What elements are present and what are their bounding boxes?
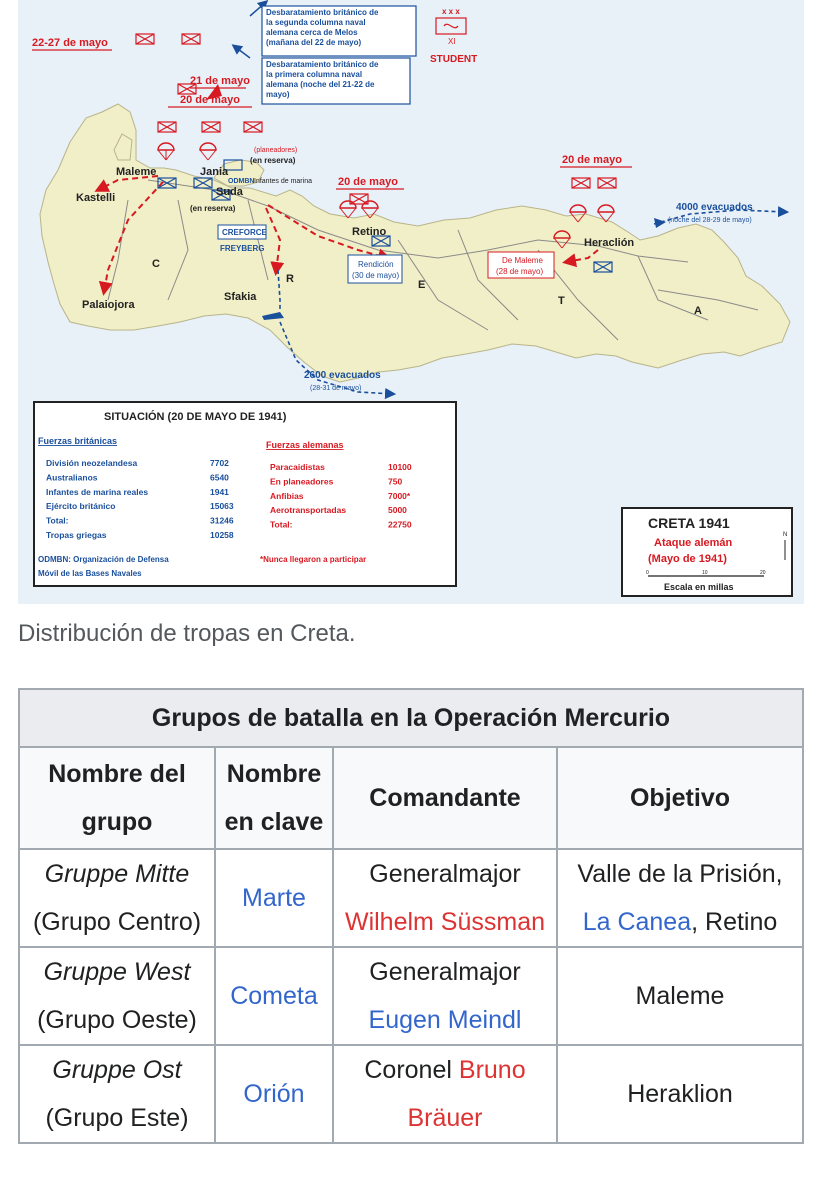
unit-number: XI: [448, 37, 456, 46]
german-force-name: Paracaidistas: [270, 462, 325, 472]
codename-cell: [215, 849, 333, 947]
evac-4000-label: 4000 evacuados: [676, 202, 753, 213]
date-label: 20 de mayo: [562, 154, 622, 166]
legend-subtitle: Ataque alemán: [654, 537, 733, 549]
commander-cell: [333, 947, 557, 1045]
british-force-value: 1941: [210, 486, 229, 497]
objective-text: , Retino: [691, 908, 778, 936]
table-row: [19, 1045, 803, 1143]
group-translation: (Grupo Este): [45, 1104, 189, 1132]
group-cell: [19, 947, 215, 1045]
commander-rank: Coronel: [364, 1056, 452, 1084]
odmbn-label: ODMBN: [228, 178, 255, 185]
german-force-value: 22750: [388, 519, 412, 530]
german-force-name: En planeadores: [270, 476, 334, 487]
naval-info-text-2: Desbaratamiento británico de la primera columna naval alemana (noche del 21-22 de mayo): [266, 60, 379, 99]
planeadores-label: (planeadores): [254, 147, 298, 154]
commander-cell: [333, 1045, 557, 1143]
place-palaiojora: Palaiojora: [82, 299, 135, 311]
group-name: Gruppe Ost: [52, 1056, 182, 1084]
codename-cell: [215, 1045, 333, 1143]
table-row: [19, 849, 803, 947]
naval-arrow-2: [234, 46, 250, 58]
german-force-value: 750: [388, 476, 403, 487]
crete-island-shape: [40, 104, 790, 382]
surrender-label: Rendición (30 de mayo): [352, 260, 400, 280]
objective-text: Valle de la Prisión,: [577, 860, 783, 888]
german-force-value: 5000: [388, 505, 407, 516]
region-letter: E: [418, 279, 426, 291]
british-force-name: Ejército británico: [46, 501, 116, 512]
crete-map[interactable]: [18, 0, 804, 604]
commander-cell: [333, 849, 557, 947]
commander-rank: Generalmajor: [369, 860, 521, 888]
freyberg-label: FREYBERG: [220, 244, 265, 253]
objective-link[interactable]: La Canea: [582, 908, 692, 936]
scale-label: Escala en millas: [664, 582, 734, 592]
evac-2600-label: 2600 evacuados: [304, 370, 381, 381]
odmbn-note: ODMBN: Organización de Defensa: [38, 555, 169, 564]
group-translation: (Grupo Oeste): [37, 1006, 197, 1034]
legend-title: CRETA 1941: [648, 515, 730, 531]
british-force-name: Total:: [46, 515, 69, 526]
table-row: [19, 947, 803, 1045]
place-heraclion: Heraclión: [584, 237, 635, 249]
british-force-value: 10258: [210, 530, 234, 540]
place-maleme: Maleme: [116, 166, 157, 178]
german-force-value: 10100: [388, 462, 412, 472]
unit-size-marker: x x x: [442, 7, 460, 16]
german-force-name: Aerotransportadas: [270, 505, 347, 516]
german-force-name: Anfibias: [270, 490, 304, 501]
naval-info-text-1: Desbaratamiento británico de la segunda columna naval alemana cerca de Melos (mañana del 22 de mayo): [266, 8, 379, 47]
objective-cell: [557, 947, 803, 1045]
british-forces-heading: Fuerzas británicas: [38, 436, 118, 446]
codename-link[interactable]: Cometa: [230, 982, 318, 1010]
date-label: 21 de mayo: [190, 75, 250, 87]
german-force-name: Total:: [270, 519, 293, 530]
region-letter: T: [558, 295, 565, 307]
date-label: 20 de mayo: [338, 176, 398, 188]
marines-label: Infantes de marina: [254, 178, 312, 185]
legend-date: (Mayo de 1941): [648, 553, 727, 565]
group-cell: [19, 1045, 215, 1143]
british-force-value: 6540: [210, 472, 229, 483]
region-letter: R: [286, 273, 294, 285]
place-sfakia: Sfakia: [224, 291, 257, 303]
british-force-value: 7702: [210, 458, 229, 468]
group-name: Gruppe West: [43, 958, 191, 986]
british-force-name: Tropas griegas: [46, 530, 107, 540]
place-retino: Retino: [352, 226, 387, 238]
table-title: Grupos de batalla en la Operación Mercurio: [19, 689, 803, 747]
objective-text: Maleme: [635, 982, 725, 1010]
german-force-value: 7000*: [388, 490, 411, 501]
scale-tick: 0: [646, 570, 649, 576]
scale-tick: 10: [702, 570, 708, 576]
commander-link[interactable]: Bruno Bräuer: [407, 1056, 526, 1132]
british-force-value: 31246: [210, 515, 234, 526]
place-jania: Jania: [200, 166, 229, 178]
region-letter: C: [152, 258, 160, 270]
north-label: N: [783, 532, 788, 538]
from-maleme-label: De Maleme (28 de mayo): [496, 256, 544, 276]
british-force-name: División neozelandesa: [46, 458, 138, 468]
objective-cell: [557, 1045, 803, 1143]
parachute-icon-jania: [200, 143, 216, 160]
reserve-label: (en reserva): [250, 156, 296, 165]
reserve-label: (en reserva): [190, 204, 236, 213]
group-cell: [19, 849, 215, 947]
column-header: Nombre del grupo: [19, 747, 215, 849]
never-participated-note: *Nunca llegaron a participar: [260, 555, 367, 564]
group-translation: (Grupo Centro): [32, 908, 202, 936]
codename-link[interactable]: Marte: [242, 884, 306, 912]
crete-map-svg: [18, 0, 804, 604]
parachute-icon-maleme: [158, 143, 174, 160]
evac-2600-sub: (28-31 de mayo): [310, 385, 362, 392]
column-header: Nombre en clave: [215, 747, 333, 849]
objective-text: Heraklion: [627, 1080, 733, 1108]
column-header: Comandante: [333, 747, 557, 849]
objective-cell: [557, 849, 803, 947]
place-kastelli: Kastelli: [76, 192, 116, 204]
place-suda: Suda: [216, 186, 243, 198]
commander-rank: Generalmajor: [369, 958, 521, 986]
evac-4000-sub: (noche del 28-29 de mayo): [668, 217, 752, 224]
date-label: 22-27 de mayo: [32, 37, 108, 49]
evac-ship-heraclion: [654, 218, 666, 228]
student-label: STUDENT: [430, 54, 478, 65]
codename-cell: [215, 947, 333, 1045]
german-forces-heading: Fuerzas alemanas: [266, 440, 344, 450]
scale-tick: 20: [760, 570, 766, 576]
commander-link[interactable]: Wilhelm Süssman: [344, 908, 546, 936]
odmbn-note-2: Móvil de las Bases Navales: [38, 569, 142, 578]
commander-link[interactable]: Eugen Meindl: [368, 1006, 522, 1034]
figure-caption: Distribución de tropas en Creta.: [18, 620, 356, 647]
group-name: Gruppe Mitte: [44, 860, 190, 888]
british-force-name: Infantes de marina reales: [46, 486, 149, 497]
creforce-label: CREFORCE: [222, 228, 267, 237]
british-force-value: 15063: [210, 501, 234, 512]
region-letter: A: [694, 305, 702, 317]
battle-groups-table: [18, 688, 804, 1144]
codename-link[interactable]: Orión: [243, 1080, 305, 1108]
date-label: 20 de mayo: [180, 94, 240, 106]
british-force-name: Australianos: [46, 472, 98, 483]
situation-title: SITUACIÓN (20 DE MAYO DE 1941): [104, 411, 287, 423]
column-header: Objetivo: [557, 747, 803, 849]
